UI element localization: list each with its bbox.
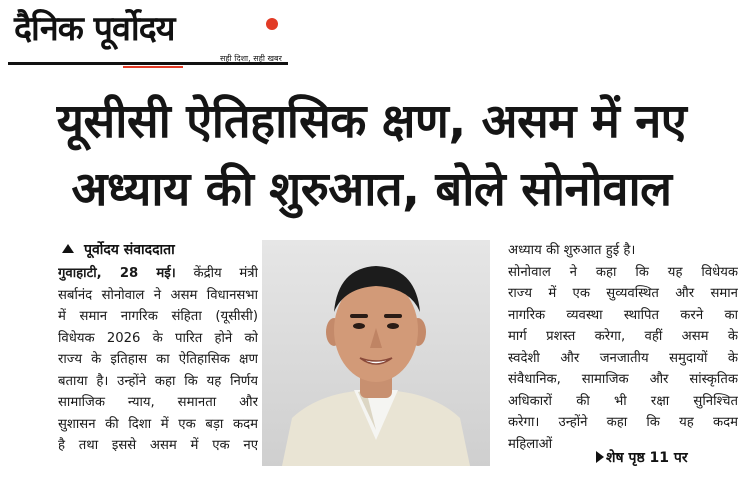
continued-arrow-icon — [596, 451, 604, 463]
column-line: सोनोवाल ने कहा कि यह विधेयक — [508, 264, 738, 280]
column-line: गुवाहाटी, 28 मई। केंद्रीय मंत्री — [58, 266, 258, 281]
column-line: करेगा। उन्होंने कहा कि यह कदम — [508, 415, 738, 430]
article-headline — [0, 88, 743, 224]
byline-arrow-icon — [62, 244, 74, 253]
byline: पूर्वोदय संवाददाता — [84, 242, 175, 258]
column-line: अधिकारों की भी रक्षा सुनिश्चित — [508, 393, 738, 409]
column-line: सर्बानंद सोनोवाल ने असम विधानसभा — [58, 287, 258, 303]
column-line: सामाजिक न्याय, समानता और — [58, 395, 258, 410]
headline-line-2: अध्याय की शुरुआत, बोले सोनोवाल — [71, 162, 672, 217]
column-line: मार्ग प्रशस्त करेगा, वहीं असम के — [508, 329, 738, 344]
article-column-right — [508, 240, 738, 455]
column-line: है तथा इससे असम में एक नए — [58, 438, 258, 453]
masthead-title: दैनिक पूर्वोदय — [14, 9, 175, 49]
column-line: बताया है। उन्होंने कहा कि यह निर्णय — [58, 373, 258, 389]
column-line: महिलाओं — [508, 436, 553, 452]
headline-line-1: यूसीसी ऐतिहासिक क्षण, असम में नए — [56, 94, 687, 149]
masthead-dot-icon — [266, 18, 278, 30]
continued-on-page[interactable]: शेष पृष्ठ 11 पर — [606, 450, 688, 466]
column-line: में समान नागरिक संहिता (यूसीसी) — [58, 309, 258, 324]
column-line: अध्याय की शुरुआत हुई है। — [508, 243, 636, 258]
column-line: संवैधानिक, सामाजिक और सांस्कृतिक — [508, 372, 738, 387]
masthead-tagline: सही दिशा, सही खबर — [220, 54, 282, 63]
dateline: गुवाहाटी, 28 मई। — [58, 266, 176, 281]
column-line: विधेयक 2026 के पारित होने को — [58, 330, 258, 346]
column-line: सुशासन की दिशा में एक बड़ा कदम — [58, 416, 258, 432]
portrait-photo — [262, 240, 490, 466]
masthead-accent-line — [123, 66, 183, 68]
article-column-left — [58, 263, 258, 457]
masthead — [8, 4, 288, 72]
article-photo — [262, 240, 490, 466]
column-line: स्वदेशी और जनजातीय समुदायों के — [508, 350, 738, 366]
column-line: राज्य में एक सुव्यवस्थित और समान — [508, 286, 738, 301]
column-line: राज्य के इतिहास का ऐतिहासिक क्षण — [58, 352, 258, 367]
column-line: नागरिक व्यवस्था स्थापित करने का — [508, 307, 738, 323]
